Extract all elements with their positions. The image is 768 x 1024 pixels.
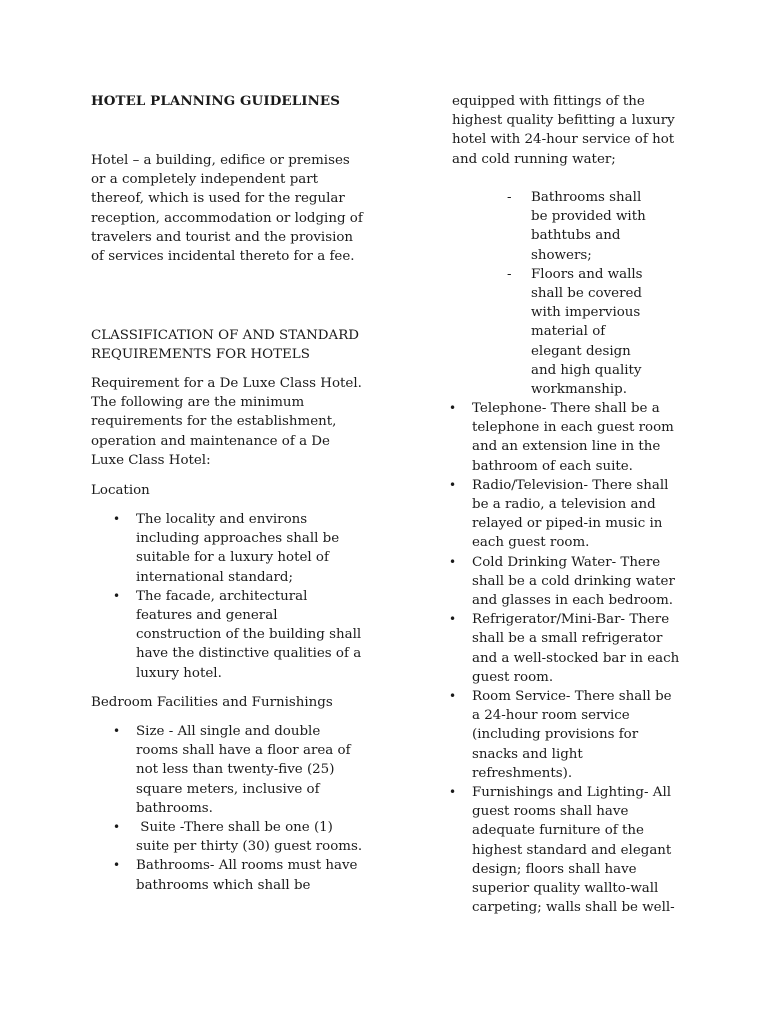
hotel-definition: Hotel – a building, edifice or premises or a completely independent part thereof, which is used for the regular reception, accommodation or lodging of travelers and tourist and the provision of services incidental thereto for a fee.	[91, 153, 363, 265]
bullet-icon: •	[113, 858, 121, 873]
location-list	[91, 510, 366, 683]
bullet-icon: •	[113, 820, 121, 835]
bullet-icon: •	[449, 554, 457, 569]
list-item: • Suite -There shall be one (1) suite per thirty (30) guest rooms.	[113, 820, 363, 855]
bullet-icon: •	[113, 512, 121, 526]
bullet-icon: •	[113, 588, 121, 603]
list-item: • Furnishings and Lighting- All guest rooms shall have adequate furniture of the highest standard and elegant design; floors shall have superior quality wallto-wall carpeting; walls shall be well-	[449, 785, 675, 916]
list-item: • Size - All single and double rooms shall have a floor area of not less than twenty-five (25) square meters, inclusive of bathrooms.	[113, 724, 351, 816]
list-item: • Refrigerator/Mini-Bar- There shall be a small refrigerator and a well-stocked bar in each guest room.	[449, 612, 680, 685]
bedroom-heading: Bedroom Facilities and Furnishings	[91, 695, 333, 710]
list-item: • Radio/Television- There shall be a radio, a television and relayed or piped-in music in each guest room.	[449, 477, 669, 551]
bullet-icon: •	[449, 401, 457, 415]
bullet-icon: •	[113, 724, 121, 738]
facilities-list	[427, 399, 682, 917]
dash-icon: -	[507, 190, 512, 205]
bathroom-sub-list	[507, 188, 657, 399]
document-title: HOTEL PLANNING GUIDELINES	[91, 93, 341, 109]
bullet-icon: •	[449, 612, 457, 627]
list-item: • Room Service- There shall be a 24-hour room service (including provisions for snacks and light refreshments).	[449, 689, 672, 781]
list-item: • The locality and environs including approaches shall be suitable for a luxury hotel of international standard;	[113, 512, 340, 585]
classification-heading: CLASSIFICATION OF AND STANDARD REQUIREMENTS FOR HOTELS	[91, 328, 360, 363]
bedroom-list	[91, 722, 366, 895]
bullet-icon: •	[449, 477, 457, 492]
list-item: • Bathrooms- All rooms must have bathrooms which shall be	[113, 858, 358, 893]
bullet-icon: •	[449, 785, 457, 800]
bathroom-continuation: equipped with fittings of the highest quality befitting a luxury hotel with 24-hour service of hot and cold running water;	[452, 94, 675, 167]
list-item: - Bathrooms shall be provided with bathtubs and showers;	[507, 190, 646, 263]
list-item: • Telephone- There shall be a telephone in each guest room and an extension line in the bathroom of each suite.	[449, 401, 674, 474]
bullet-icon: •	[449, 689, 457, 704]
list-item: • The facade, architectural features and general construction of the building shall have the distinctive qualities of a luxury hotel.	[113, 588, 362, 681]
list-item: • Cold Drinking Water- There shall be a cold drinking water and glasses in each bedroom.	[449, 554, 675, 609]
location-heading: Location	[91, 483, 150, 498]
list-item: - Floors and walls shall be covered with impervious material of elegant design and high quality workmanship.	[507, 266, 643, 398]
dash-icon: -	[507, 266, 512, 282]
deluxe-requirement-paragraph: Requirement for a De Luxe Class Hotel. The following are the minimum requirements for the establishment, operation and maintenance of a De Luxe Class Hotel:	[91, 376, 362, 468]
